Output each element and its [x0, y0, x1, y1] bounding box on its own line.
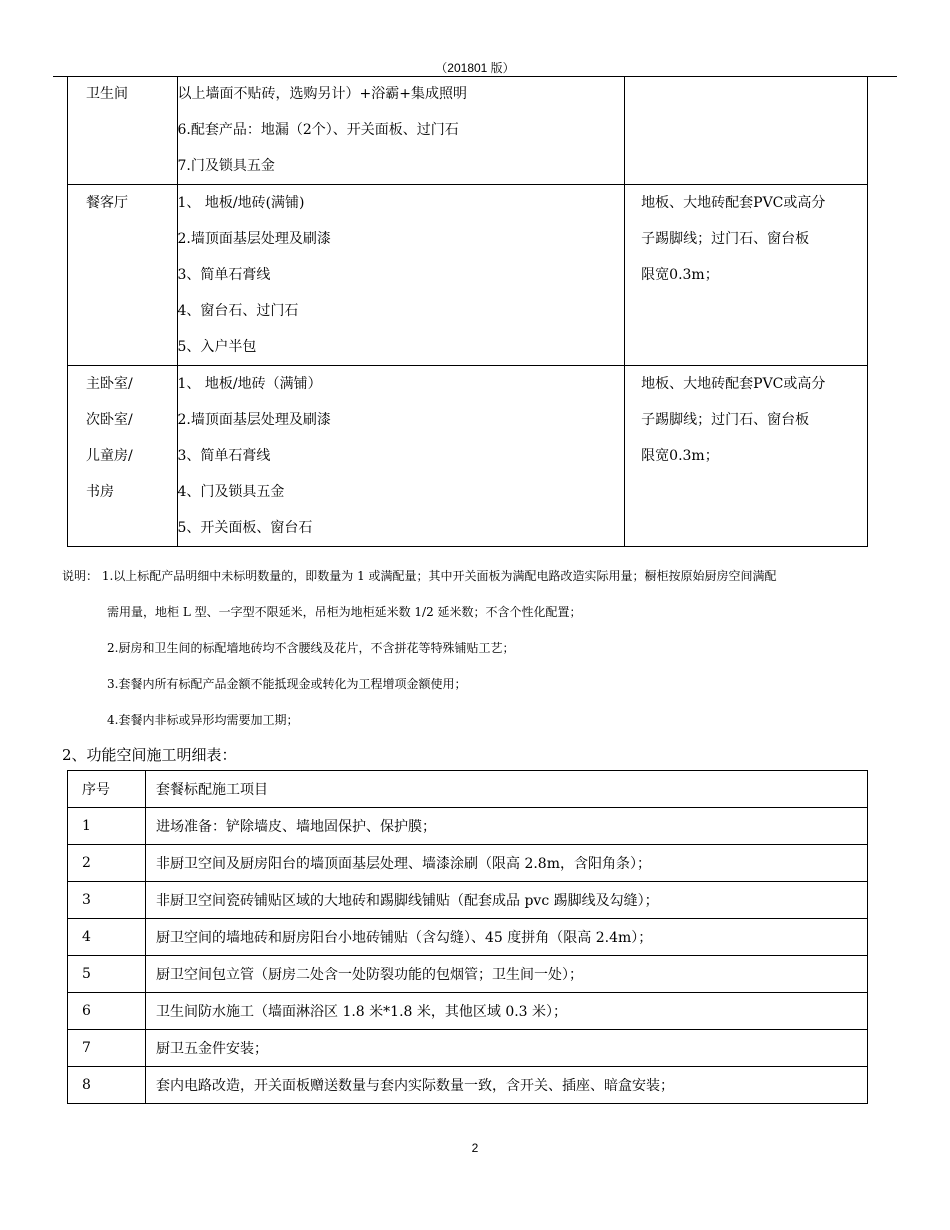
- room-line: 餐客厅: [86, 195, 128, 211]
- row-number: 2: [68, 845, 146, 882]
- row-number: 5: [68, 956, 146, 993]
- row-item: 进场准备：铲除墙皮、墙地固保护、保护膜；: [146, 808, 868, 845]
- table-row: [68, 1067, 868, 1104]
- items-line: 2.墙顶面基层处理及刷漆: [177, 231, 331, 247]
- items-line: 3、简单石膏线: [177, 448, 271, 464]
- room-cell: [68, 185, 178, 366]
- table-row: [68, 993, 868, 1030]
- note-line: 限宽0.3m；: [641, 267, 719, 283]
- row-item: 套内电路改造，开关面板赠送数量与套内实际数量一致，含开关、插座、暗盒安装；: [146, 1067, 868, 1104]
- table-row: [68, 76, 868, 185]
- note-line: 限宽0.3m；: [641, 448, 719, 464]
- construction-items-table: [67, 770, 868, 1104]
- items-line: 4、窗台石、过门石: [177, 303, 299, 319]
- room-cell: [68, 366, 178, 547]
- row-item: 非厨卫空间瓷砖铺贴区域的大地砖和踢脚线铺贴（配套成品 pvc 踢脚线及勾缝）；: [146, 882, 868, 919]
- room-line: 书房: [86, 484, 114, 500]
- note-3: 3.套餐内所有标配产品金额不能抵现金或转化为工程增项金额使用；: [107, 677, 467, 691]
- room-line: 主卧室/: [86, 376, 133, 392]
- note-1a: 说明： 1.以上标配产品明细中未标明数量的，即数量为 1 或满配量；其中开关面板为满配电路改造实际用量；橱柜按原始厨房空间满配: [62, 569, 777, 583]
- row-number: 7: [68, 1030, 146, 1067]
- row-item: 卫生间防水施工（墙面淋浴区 1.8 米*1.8 米，其他区域 0.3 米）；: [146, 993, 868, 1030]
- table-row: [68, 808, 868, 845]
- room-line: 儿童房/: [86, 448, 133, 464]
- note-line: 地板、大地砖配套PVC或高分: [641, 376, 826, 392]
- note-line: 地板、大地砖配套PVC或高分: [641, 195, 826, 211]
- items-line: 2.墙顶面基层处理及刷漆: [177, 412, 331, 428]
- room-cell: [68, 76, 178, 185]
- note-cell: [625, 76, 868, 185]
- items-cell: [177, 366, 625, 547]
- note-4: 4.套餐内非标或异形均需要加工期；: [107, 713, 299, 727]
- items-line: 5、入户半包: [177, 339, 257, 355]
- table-row: [68, 366, 868, 547]
- row-number: 4: [68, 919, 146, 956]
- note-2: 2.厨房和卫生间的标配墙地砖均不含腰线及花片，不含拼花等特殊铺贴工艺；: [107, 641, 515, 655]
- items-line: 1、 地板/地砖(满铺): [177, 195, 305, 211]
- row-number: 1: [68, 808, 146, 845]
- header-no: 序号: [68, 771, 146, 808]
- row-item: 厨卫空间的墙地砖和厨房阳台小地砖铺贴（含勾缝）、45 度拼角（限高 2.4m）；: [146, 919, 868, 956]
- items-line: 4、门及锁具五金: [177, 484, 285, 500]
- note-cell: [625, 185, 868, 366]
- table-row: [68, 956, 868, 993]
- row-item: 厨卫五金件安装；: [146, 1030, 868, 1067]
- items-line: 6.配套产品：地漏（2个）、开关面板、过门石: [177, 122, 459, 138]
- table-row: [68, 845, 868, 882]
- header-item: 套餐标配施工项目: [146, 771, 868, 808]
- row-number: 3: [68, 882, 146, 919]
- items-cell: [177, 185, 625, 366]
- table-row: [68, 919, 868, 956]
- section-2-title: 2、功能空间施工明细表：: [62, 746, 237, 764]
- page-number: 2: [471, 1141, 479, 1155]
- table-row: [68, 1030, 868, 1067]
- room-config-table: [67, 76, 868, 547]
- note-cell: [625, 366, 868, 547]
- row-item: 非厨卫空间及厨房阳台的墙顶面基层处理、墙漆涂刷（限高 2.8m，含阳角条）；: [146, 845, 868, 882]
- table-header-row: [68, 771, 868, 808]
- room-line: 卫生间: [86, 86, 128, 102]
- note-line: 子踢脚线；过门石、窗台板: [641, 231, 810, 247]
- room-line: 次卧室/: [86, 412, 133, 428]
- items-line: 以上墙面不贴砖，选购另计）+浴霸+集成照明: [177, 86, 467, 102]
- page-header-version: （201801 版）: [435, 61, 515, 75]
- row-number: 8: [68, 1067, 146, 1104]
- row-item: 厨卫空间包立管（厨房二处含一处防裂功能的包烟管；卫生间一处）；: [146, 956, 868, 993]
- note-1b: 需用量，地柜 L 型、一字型不限延米，吊柜为地柜延米数 1/2 延米数；不含个性化配置；: [107, 605, 582, 619]
- row-number: 6: [68, 993, 146, 1030]
- items-cell: [177, 76, 625, 185]
- note-line: 子踢脚线；过门石、窗台板: [641, 412, 810, 428]
- items-line: 5、开关面板、窗台石: [177, 520, 313, 536]
- table-row: [68, 185, 868, 366]
- table-row: [68, 882, 868, 919]
- items-line: 7.门及锁具五金: [177, 158, 275, 174]
- items-line: 1、 地板/地砖（满铺）: [177, 376, 322, 392]
- items-line: 3、简单石膏线: [177, 267, 271, 283]
